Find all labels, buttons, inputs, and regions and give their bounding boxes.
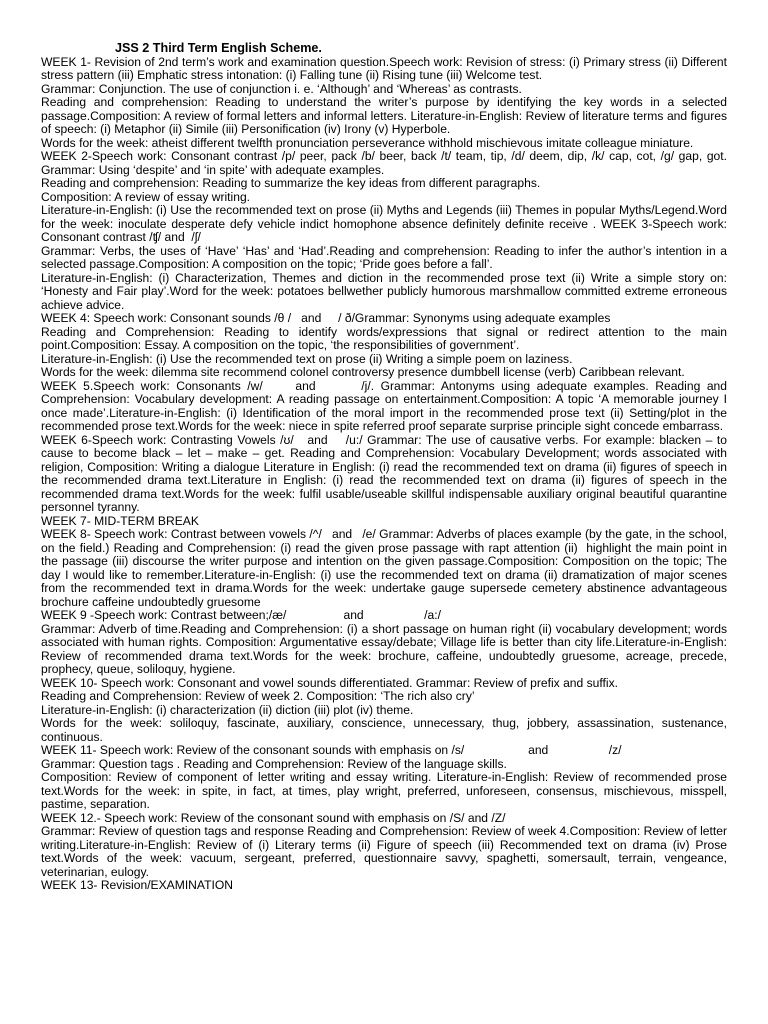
paragraph-reading-signal: Reading and Comprehension: Reading to identify words/expressions that signal or redirect attention to the main point.Composition: Essay. A composition on the topic, ‘the responsibilities of government’. (41, 324, 731, 352)
paragraph-week7: WEEK 7- MID-TERM BREAK (41, 513, 199, 528)
paragraph-grammar-review-tags: Grammar: Review of question tags and response Reading and Comprehension: Review of week 4.Composition: Review of letter writing.Literature-in-English: Review of (i) Literary terms (ii) Figure of speech (iii) Recommended text on drama (iv) Prose text.Words of the week: vacuum, sergeant, preferred, questionnaire savvy, spaghetti, somersault, terrain, vengeance, veterinarian, eulogy. (41, 824, 731, 879)
paragraph-composition-review: Composition: Review of component of letter writing and essay writing. Literature-in-English: Review of recommended prose text.Words for the week: in spite, in fact, at times, play wright, preferred, unforeseen, consensus, mischievous, misspell, pastime, separation. (41, 770, 731, 811)
paragraph-words-week10: Words for the week: soliloquy, fascinate, auxiliary, conscience, unnecessary, thug, jobbery, assassination, sustenance, continuous. (41, 716, 731, 744)
paragraph-week12: WEEK 12.- Speech work: Review of the consonant sound with emphasis on /S/ and /Z/ (41, 810, 506, 825)
paragraph-grammar-question-tags: Grammar: Question tags . Reading and Comprehension: Review of the language skills. (41, 756, 507, 771)
paragraph-literature-laziness: Literature-in-English: (i) Use the recommended text on prose (ii) Writing a simple poem on laziness. (41, 351, 573, 366)
paragraph-week13: WEEK 13- Revision/EXAMINATION (41, 878, 233, 892)
paragraph-week6: WEEK 6-Speech work: Contrasting Vowels /ʊ/ and /u:/ Grammar: The use of causative verbs. For example: blacken – to cause to become black – let – make – get. Reading and Comprehension: Vocabulary Development; words associated with religion, Composition: Writing a dialogue Literature in English: (i) read the recommended text on drama (ii) figures of speech in the recommended drama text.Literature in English: (i) read the recommended text on drama (ii) figures of speech in the recommended drama text.Words for the week: fulfil usable/useable skillful indispensable auxiliary original beautiful quarantine personnel tyranny. (41, 432, 731, 514)
paragraph-literature-characterization: Literature-in-English: (i) Characterization, Themes and diction in the recommended prose text (ii) Write a simple story on: ‘Honesty and Fair play’.Word for the week: potatoes bellwether publicly humorous marshmallow committed extreme erroneous achieve advice. (41, 270, 731, 312)
paragraph-words-week4: Words for the week: dilemma site recommend colonel controversy presence dumbbell license (verb) Caribbean relevant. (41, 365, 685, 379)
paragraph-reading-purpose: Reading and comprehension: Reading to understand the writer’s purpose by identifying the key words in a selected passage.Composition: A review of formal letters and informal letters. Literature-in-English: Review of literature terms and figures of speech: (i) Metaphor (ii) Simile (iii) Personification (iv) Irony (v) Hyperbole. (41, 95, 731, 136)
paragraph-week8: WEEK 8- Speech work: Contrast between vowels /^/ and /e/ Grammar: Adverbs of places example (by the gate, in the school, on the field.) Reading and Comprehension: (i) read the given prose passage with rapt attention (ii) highlight the main point in the passage (iii) discourse the writer purpose and intention on the given passage.Composition: Composition on the topic; The day I would like to remember.Literature-in-English: (i) use the recommended text on drama (ii) dramatization of major scenes from the recommended text in drama.Words for the week: undertake gauge supersede cemetery abstinence advantageous brochure caffeine undoubtedly gruesome (41, 527, 731, 609)
paragraph-words-week1: Words for the week: atheist different twelfth pronunciation perseverance withhold mischievous imitate colleague miniature. (41, 135, 694, 150)
document-body (41, 54, 731, 893)
paragraph-week2: WEEK 2-Speech work: Consonant contrast /p/ peer, pack /b/ beer, back /t/ team, tip, /d/ deem, dip, /k/ cap, cot, /g/ gap, got. Grammar: Using ‘despite’ and ‘in spite’ with adequate examples. (41, 149, 731, 177)
paragraph-composition-essay: Composition: A review of essay writing. (41, 189, 251, 204)
paragraph-week4: WEEK 4: Speech work: Consonant sounds /θ / and / ð/Grammar: Synonyms using adequate examples (41, 311, 611, 325)
paragraph-week10: WEEK 10- Speech work: Consonant and vowel sounds differentiated. Grammar: Review of prefix and suffix. (41, 675, 618, 690)
paragraph-week9: WEEK 9 -Speech work: Contrast between;/æ/ and /a:/ (41, 608, 441, 622)
document-title: JSS 2 Third Term English Scheme. (115, 41, 322, 55)
paragraph-grammar-adverb-time: Grammar: Adverb of time.Reading and Comprehension: (i) a short passage on human right (ii) vocabulary development; words associated with human rights. Composition: Argumentative essay/debate; Village life is better than city life.Literature-in-English: Review of recommended drama text.Words for the week: brochure, caffeine, undoubtedly gruesome, acreage, precede, prophecy, queue, soliloquy, hygiene. (41, 621, 731, 676)
paragraph-grammar-conjunction: Grammar: Conjunction. The use of conjunction i. e. ‘Although’ and ‘Whereas’ as contrasts. (41, 81, 522, 96)
paragraph-week11: WEEK 11- Speech work: Review of the consonant sounds with emphasis on /s/ and /z/ (41, 743, 622, 757)
paragraph-week5: WEEK 5.Speech work: Consonants /w/ and /j/. Grammar: Antonyms using adequate examples. Reading and Comprehension: Vocabulary development: A reading passage on entertainment.Composition: A topic ‘A memorable journey I once made’.Literature-in-English: (i) Identification of the moral import in the recommended prose text (ii) Setting/plot in the recommended prose text.Words for the week: niece in spite referred proof separate surprise principle sight concede embarrass. (41, 378, 731, 433)
paragraph-literature-myths: Literature-in-English: (i) Use the recommended text on prose (ii) Myths and Legends (iii) Themes in popular Myths/Legend.Word for the week: inoculate desperate defy vehicle indict homophone absence definitely definite receive . WEEK 3-Speech work: Consonant contrast /ʧ/ and /ʃ/ (41, 203, 731, 244)
paragraph-grammar-verbs: Grammar: Verbs, the uses of ‘Have’ ‘Has’ and ‘Had’.Reading and comprehension: Reading to infer the author’s intention in a selected passage.Composition: A composition on the topic; ‘Pride goes before a fall’. (41, 243, 731, 271)
paragraph-week1: WEEK 1- Revision of 2nd term’s work and examination question.Speech work: Revision of stress: (i) Primary stress (ii) Different stress pattern (iii) Emphatic stress intonation: (i) Falling tune (ii) Rising tune (iii) Welcome test. (41, 54, 731, 82)
paragraph-reading-review-week2: Reading and Comprehension: Review of week 2. Composition: ‘The rich also cry’ (41, 689, 475, 703)
paragraph-reading-summarize: Reading and comprehension: Reading to summarize the key ideas from different paragraphs. (41, 176, 541, 190)
document-page (41, 41, 731, 893)
paragraph-literature-review: Literature-in-English: (i) characterization (ii) diction (iii) plot (iv) theme. (41, 702, 414, 717)
